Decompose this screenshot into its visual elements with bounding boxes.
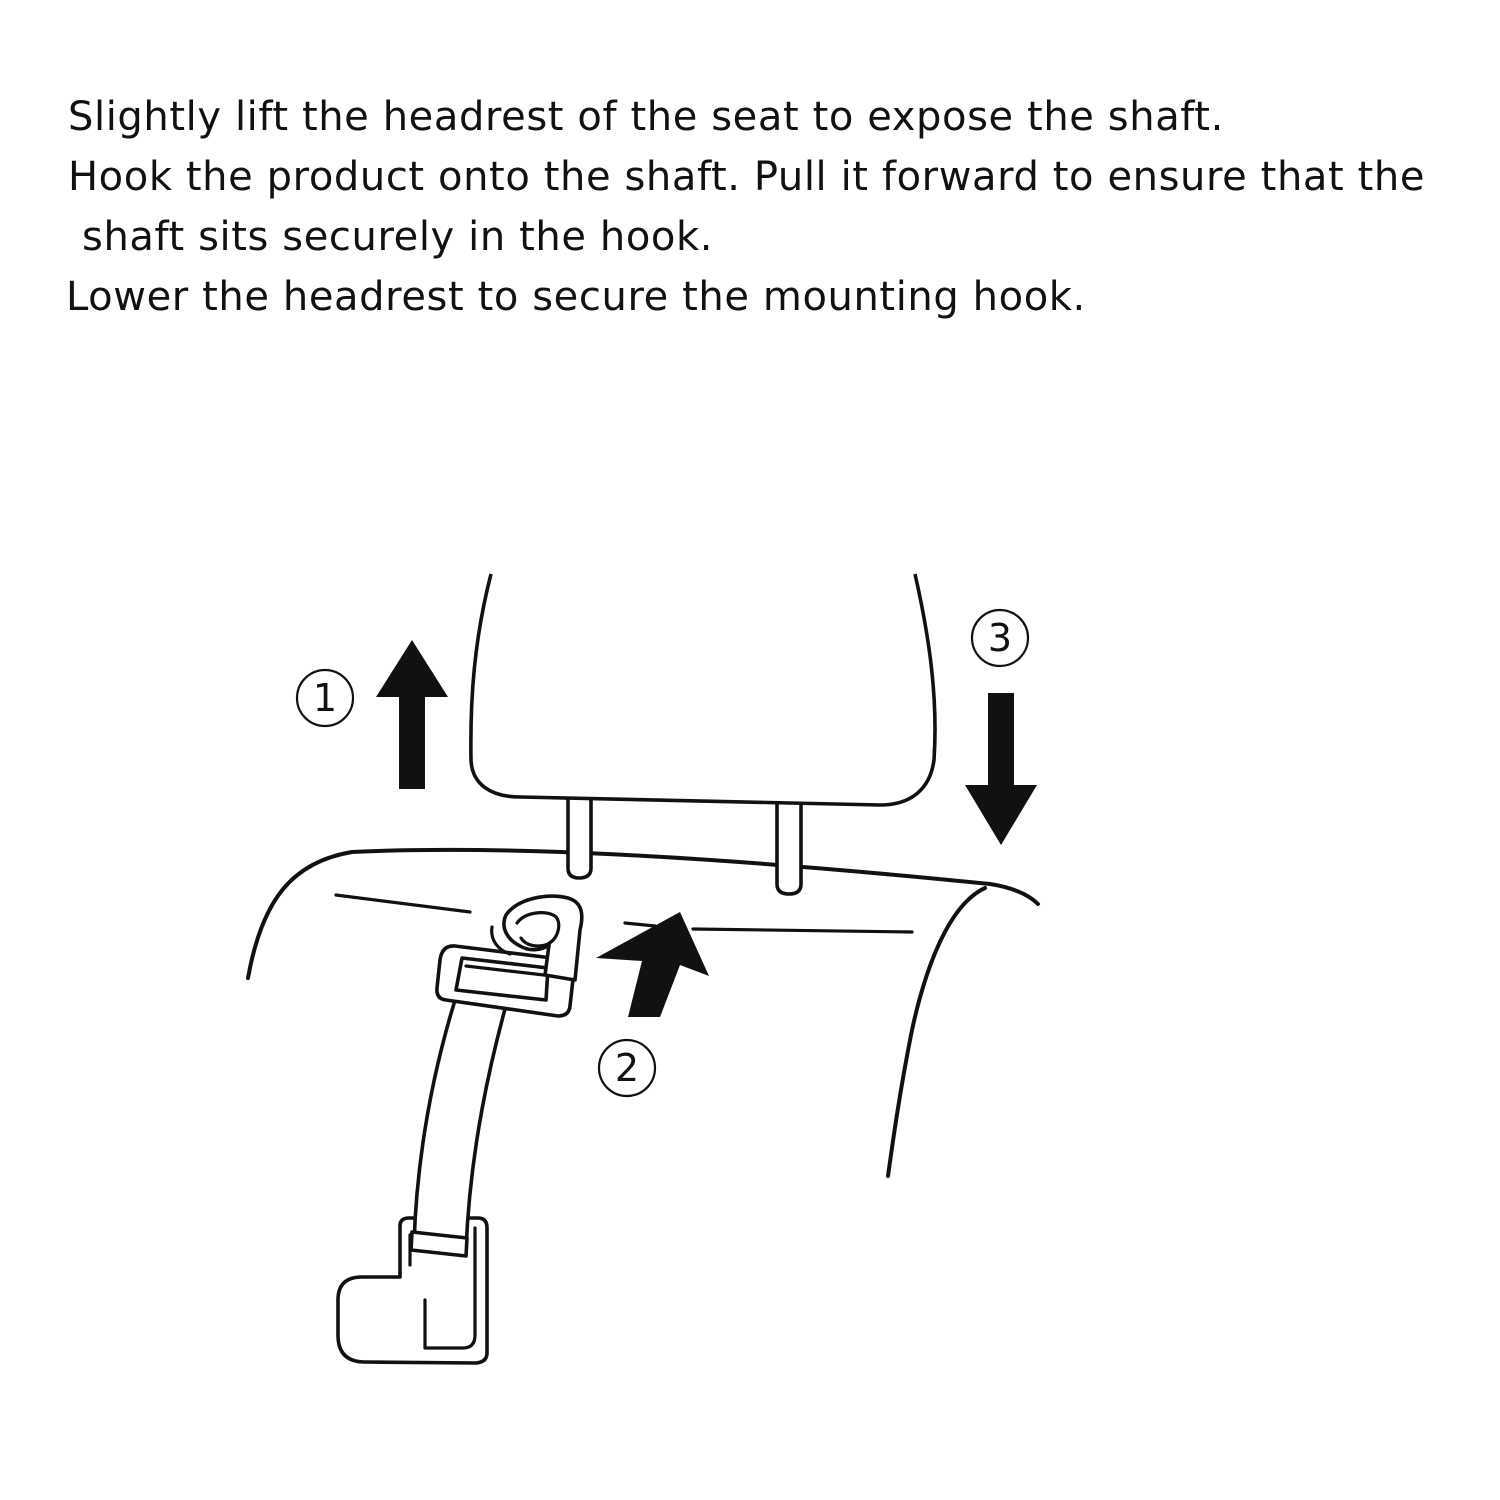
instruction-line-3: shaft sits securely in the hook. (82, 214, 714, 260)
step-marker-1 (297, 670, 353, 726)
step-marker-3 (972, 610, 1028, 666)
down-arrow-icon (965, 693, 1037, 845)
headrest-shaft-right (777, 803, 801, 894)
step-number-2: 2 (614, 1046, 640, 1090)
step-number-3: 3 (987, 616, 1013, 660)
headrest-shaft-left (568, 796, 591, 878)
up-arrow-icon (376, 640, 448, 789)
instruction-line-4: Lower the headrest to secure the mounting hook. (66, 274, 1086, 320)
step-number-1: 1 (312, 676, 338, 720)
step-marker-2 (599, 1040, 655, 1096)
headrest (471, 574, 935, 805)
instruction-line-2: Hook the product onto the shaft. Pull it forward to ensure that the (68, 154, 1426, 200)
instruction-line-1: Slightly lift the headrest of the seat to expose the shaft. (68, 94, 1224, 140)
mounting-hook (338, 896, 582, 1363)
